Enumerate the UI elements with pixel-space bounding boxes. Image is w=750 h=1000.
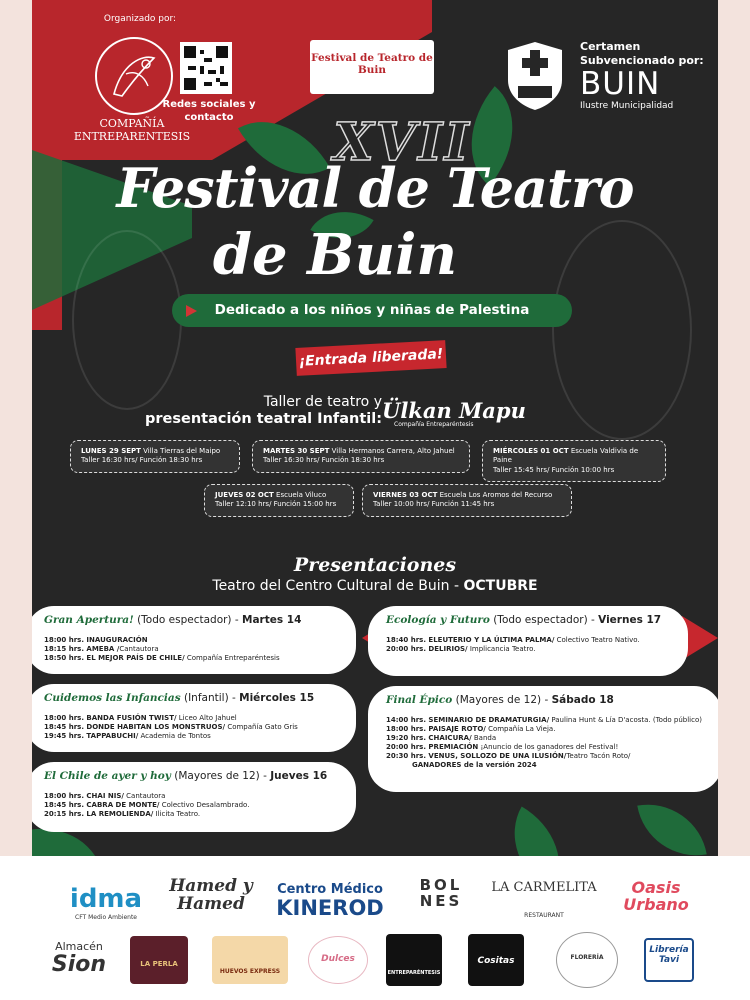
sponsor-dulces: Dulces [321, 954, 355, 964]
sponsor-perla: LA PERLA [140, 960, 178, 968]
company-name: COMPAÑÍA ENTREPARENTESIS [73, 117, 191, 143]
organized-by-label: Organizado por: [103, 14, 177, 24]
sponsor-floreria: FLORERÍA [570, 954, 604, 961]
sponsor-sion-top: Almacén [55, 940, 103, 953]
workshop-session: MIÉRCOLES 01 OCT Escuela Valdivia de Paine Taller 15:45 hrs/ Función 10:00 hrs [482, 440, 666, 482]
workshop-company-sub: Compañía Entreparéntesis [394, 421, 474, 428]
municipality-subtitle: Ilustre Municipalidad [580, 101, 674, 111]
sponsor-carmelita: LA CARMELITA [491, 880, 597, 895]
presentation-card-thursday: El Chile de ayer y hoy (Mayores de 12) - Jueves 16 18:00 hrs. CHAI NIS/ Cantautora 18:45 hrs. CABRA DE MONTE/ Colectivo Desalambrado. 20:15 hrs. LA REMOLIENDA/ Ilicita Teatro. [32, 762, 356, 832]
free-entry-badge: ¡Entrada liberada! [295, 340, 446, 376]
sponsor-kinerod-top: Centro Médico [277, 882, 383, 897]
sponsor-libreria: Librería Tavi [649, 945, 689, 965]
municipality-name: BUIN [580, 66, 661, 102]
festival-poster [32, 0, 718, 1000]
sponsor-huevos-logo [212, 936, 288, 984]
sponsor-kinerod: KINEROD [276, 896, 384, 920]
sponsor-sion: Sion [51, 952, 107, 977]
workshop-session: JUEVES 02 OCT Escuela Viluco Taller 12:10 hrs/ Función 15:00 hrs [204, 484, 354, 517]
sponsor-entreparentesis-logo [386, 934, 442, 986]
sponsor-entreparentesis: ENTREPARÉNTESIS [387, 970, 441, 976]
sponsor-cositas: Cositas [477, 956, 515, 966]
sponsored-by-label: Certamen Subvencionado por: [580, 40, 704, 67]
qr-code[interactable] [180, 42, 232, 94]
workshop-label-line2: presentación teatral Infantil: [144, 410, 382, 427]
dedication-banner [172, 294, 572, 327]
qr-label: Redes sociales y contacto [162, 99, 256, 123]
festival-logo-text: Festival de Teatro de Buin [311, 52, 433, 76]
festival-logo [310, 40, 434, 94]
sponsor-huevos: HUEVOS EXPRESS [219, 968, 281, 975]
leaf-decoration [637, 795, 707, 865]
workshop-session: MARTES 30 SEPT Villa Hermanos Carrera, Alto Jahuel Taller 16:30 hrs/ Función 18:30 hrs [252, 440, 470, 473]
presentations-title: Presentaciones [293, 554, 457, 576]
workshop-session: VIERNES 03 OCT Escuela Los Aromos del Recurso Taller 10:00 hrs/ Función 11:45 hrs [362, 484, 572, 517]
play-triangle-icon [186, 305, 197, 317]
workshop-session: LUNES 29 SEPT Villa Tierras del Maipo Taller 16:30 hrs/ Función 18:30 hrs [70, 440, 240, 473]
presentation-card-tuesday: Gran Apertura! (Todo espectador) - Martes 14 18:00 hrs. INAUGURACIÓN 18:15 hrs. AMEBA /Cantautora 18:50 hrs. EL MEJOR PAÍS DE CHILE/ Compañía Entreparéntesis [32, 606, 356, 674]
sponsor-bolnes: BOLNES [419, 876, 463, 910]
festival-title-line1: Festival de Teatro [116, 156, 634, 220]
qr-code-icon [184, 46, 228, 90]
presentation-card-friday: Ecología y Futuro (Todo espectador) - Viernes 17 18:40 hrs. ELEUTERIO Y LA ÚLTIMA PALMA/ Colectivo Teatro Nativo. 20:00 hrs. DELIRIOS/ Implicancia Teatro. [368, 606, 688, 676]
sponsor-carmelita-sub: RESTAURANT [524, 912, 564, 919]
sponsors-bar [0, 856, 750, 1000]
workshop-label-line1: Taller de teatro y [263, 394, 382, 410]
sponsor-hamed: Hamed y Hamed [169, 876, 253, 914]
presentation-card-wednesday: Cuidemos las Infancias (Infantil) - Miércoles 15 18:00 hrs. BANDA FUSIÓN TWIST/ Liceo Alto Jahuel 18:45 hrs. DONDE HABITAN LOS MONSTRUOS/ Compañía Gato Gris 19:45 hrs. TAPPABUCHI/ Academia de Tontos [32, 684, 356, 752]
workshop-label [142, 394, 382, 428]
buin-crest-icon [504, 40, 566, 112]
sponsor-idma: idma [69, 884, 143, 914]
festival-title-line2: de Buin [212, 222, 458, 288]
presentations-venue: Teatro del Centro Cultural de Buin - OCTUBRE [212, 578, 538, 594]
edition-numeral: XVII [333, 112, 471, 173]
dedication-text: Dedicado a los niños y niñas de Palestina [214, 302, 530, 318]
workshop-company: Ülkan Mapu [382, 398, 526, 423]
sponsor-idma-sub: CFT Medio Ambiente [75, 914, 137, 921]
sponsor-oasis: Oasis Urbano [623, 878, 689, 914]
presentation-card-saturday: Final Épico (Mayores de 12) - Sábado 18 14:00 hrs. SEMINARIO DE DRAMATURGIA/ Paulina Hunt & Lía D'acosta. (Todo público) 18:00 hrs. PAISAJE ROTO/ Compañía La Vieja. 19:20 hrs. CHAICURA/ Banda 20:00 hrs. PREMIACIÓN ¡Anuncio de los ganadores del Festival! 20:30 hrs. VENUS, SOLLOZO DE UNA ILUSIÓN/Teatro Tacón Roto/ GANADORES de la versión 2024 [368, 686, 718, 792]
